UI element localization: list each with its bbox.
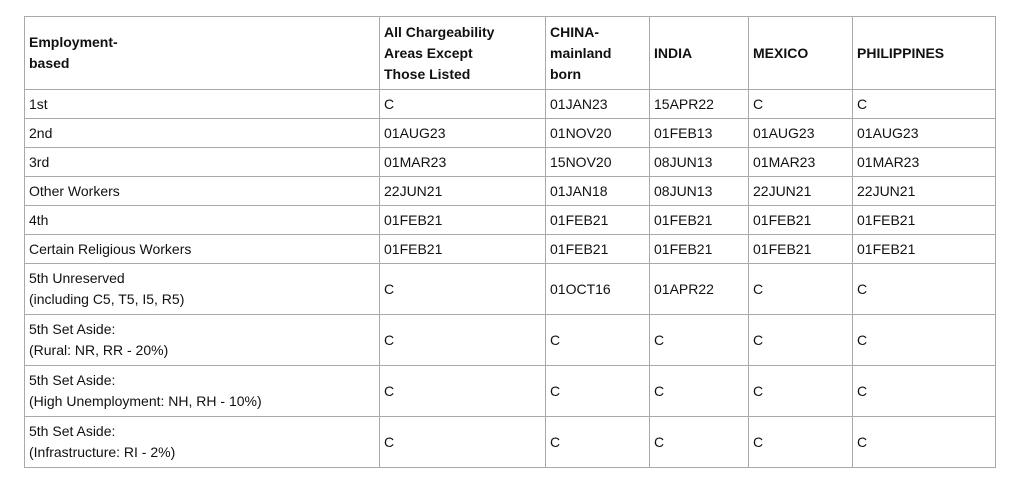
cell-value: C <box>650 366 749 417</box>
table-row <box>25 177 996 206</box>
header-employment-based: Employment- based <box>25 17 380 90</box>
cell-value: C <box>749 417 853 468</box>
cell-value: 01FEB13 <box>650 119 749 148</box>
cell-value: C <box>380 90 546 119</box>
cell-value: 01NOV20 <box>546 119 650 148</box>
cell-value: 01FEB21 <box>546 235 650 264</box>
cell-value: C <box>380 264 546 315</box>
cell-value: C <box>749 90 853 119</box>
cell-value: C <box>749 315 853 366</box>
cell-value: 01FEB21 <box>749 206 853 235</box>
cell-value: 22JUN21 <box>853 177 996 206</box>
row-label: 2nd <box>25 119 380 148</box>
cell-value: 01FEB21 <box>546 206 650 235</box>
cell-value: C <box>749 264 853 315</box>
cell-value: 01FEB21 <box>650 235 749 264</box>
row-label: 5th Set Aside: (Rural: NR, RR - 20%) <box>25 315 380 366</box>
cell-value: C <box>546 366 650 417</box>
cell-value: C <box>853 264 996 315</box>
header-china: CHINA- mainland born <box>546 17 650 90</box>
cell-value: 22JUN21 <box>380 177 546 206</box>
cell-value: 08JUN13 <box>650 177 749 206</box>
cell-value: 01FEB21 <box>650 206 749 235</box>
cell-value: 01FEB21 <box>380 206 546 235</box>
row-label: Other Workers <box>25 177 380 206</box>
row-label: 3rd <box>25 148 380 177</box>
cell-value: 01JAN23 <box>546 90 650 119</box>
header-mexico: MEXICO <box>749 17 853 90</box>
row-label: 5th Set Aside: (High Unemployment: NH, RH - 10%) <box>25 366 380 417</box>
table-row <box>25 206 996 235</box>
cell-value: 01AUG23 <box>853 119 996 148</box>
table-row <box>25 90 996 119</box>
cell-value: 22JUN21 <box>749 177 853 206</box>
row-label: 1st <box>25 90 380 119</box>
cell-value: 01MAR23 <box>853 148 996 177</box>
cell-value: C <box>380 366 546 417</box>
header-row <box>25 17 996 90</box>
row-label: 4th <box>25 206 380 235</box>
cell-value: C <box>546 315 650 366</box>
cell-value: 01MAR23 <box>380 148 546 177</box>
cell-value: 01AUG23 <box>380 119 546 148</box>
cell-value: C <box>650 417 749 468</box>
table-row <box>25 366 996 417</box>
table-row <box>25 417 996 468</box>
cell-value: C <box>650 315 749 366</box>
cell-value: C <box>380 417 546 468</box>
cell-value: 15APR22 <box>650 90 749 119</box>
cell-value: 01AUG23 <box>749 119 853 148</box>
cell-value: 01FEB21 <box>853 206 996 235</box>
cell-value: 08JUN13 <box>650 148 749 177</box>
cell-value: 15NOV20 <box>546 148 650 177</box>
cell-value: 01FEB21 <box>853 235 996 264</box>
header-india: INDIA <box>650 17 749 90</box>
cell-value: C <box>853 90 996 119</box>
row-label: 5th Set Aside: (Infrastructure: RI - 2%) <box>25 417 380 468</box>
cell-value: C <box>380 315 546 366</box>
cell-value: 01FEB21 <box>380 235 546 264</box>
cell-value: 01OCT16 <box>546 264 650 315</box>
table-row <box>25 148 996 177</box>
cell-value: C <box>853 366 996 417</box>
table-row <box>25 264 996 315</box>
table-row <box>25 235 996 264</box>
cell-value: C <box>853 315 996 366</box>
cell-value: C <box>749 366 853 417</box>
cell-value: 01JAN18 <box>546 177 650 206</box>
header-philippines: PHILIPPINES <box>853 17 996 90</box>
row-label: Certain Religious Workers <box>25 235 380 264</box>
table-row <box>25 315 996 366</box>
header-all-chargeability: All Chargeability Areas Except Those Listed <box>380 17 546 90</box>
row-label: 5th Unreserved (including C5, T5, I5, R5) <box>25 264 380 315</box>
final-action-dates-table <box>24 16 996 468</box>
table-row <box>25 119 996 148</box>
cell-value: 01MAR23 <box>749 148 853 177</box>
cell-value: C <box>853 417 996 468</box>
cell-value: 01APR22 <box>650 264 749 315</box>
cell-value: 01FEB21 <box>749 235 853 264</box>
cell-value: C <box>546 417 650 468</box>
